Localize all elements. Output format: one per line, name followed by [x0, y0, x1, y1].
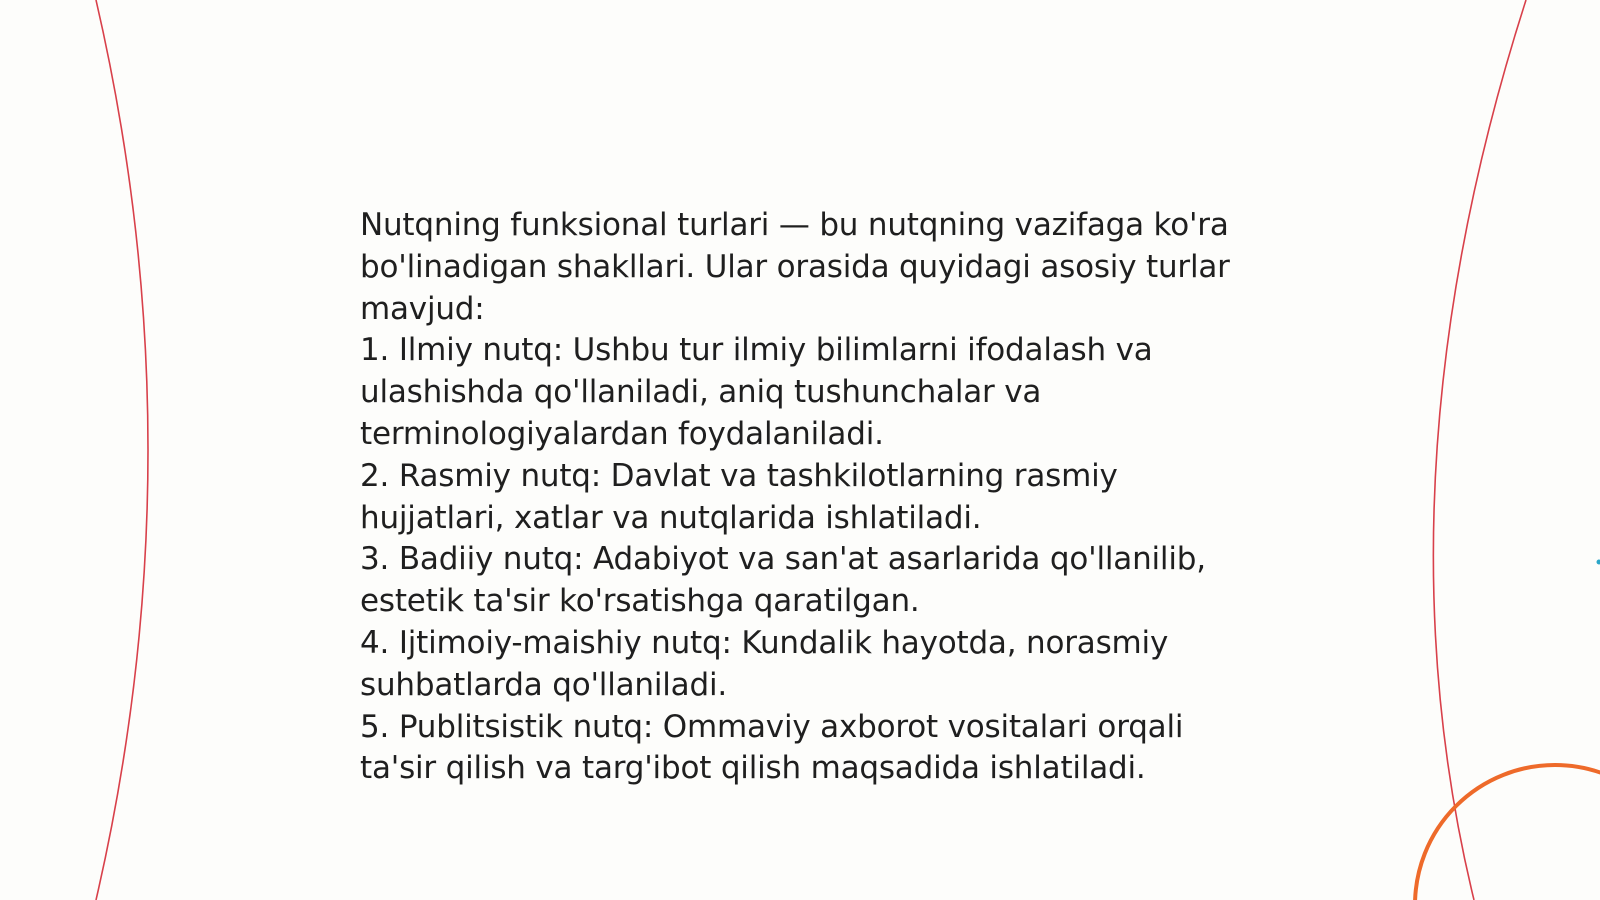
list-item-ijtimoiy-maishiy: 4. Ijtimoiy-maishiy nutq: Kundalik hayotda, norasmiy suhbatlarda qo'llaniladi. [360, 624, 1169, 703]
blue-accent-dot [1597, 560, 1600, 565]
right-arc-line [1433, 0, 1526, 900]
intro-paragraph: Nutqning funksional turlari — bu nutqning vazifaga ko'ra bo'linadigan shakllari. Ular orasida quyidagi asosiy turlar mavjud: [360, 207, 1230, 327]
orange-accent-circle [1415, 765, 1600, 900]
list-item-publitsistik: 5. Publitsistik nutq: Ommaviy axborot vositalari orqali ta'sir qilish va targ'ibot qilish maqsadida ishlatiladi. [360, 708, 1184, 787]
slide-body-text [360, 205, 1240, 790]
list-item-rasmiy: 2. Rasmiy nutq: Davlat va tashkilotlarning rasmiy hujjatlari, xatlar va nutqlarida ishlatiladi. [360, 457, 1118, 536]
left-arc-line [96, 0, 148, 900]
list-item-badiiy: 3. Badiiy nutq: Adabiyot va san'at asarlarida qo'llanilib, estetik ta'sir ko'rsatishga qaratilgan. [360, 541, 1206, 620]
list-item-ilmiy: 1. Ilmiy nutq: Ushbu tur ilmiy bilimlarni ifodalash va ulashishda qo'llaniladi, aniq tushunchalar va terminologiyalardan foydalaniladi. [360, 332, 1153, 452]
